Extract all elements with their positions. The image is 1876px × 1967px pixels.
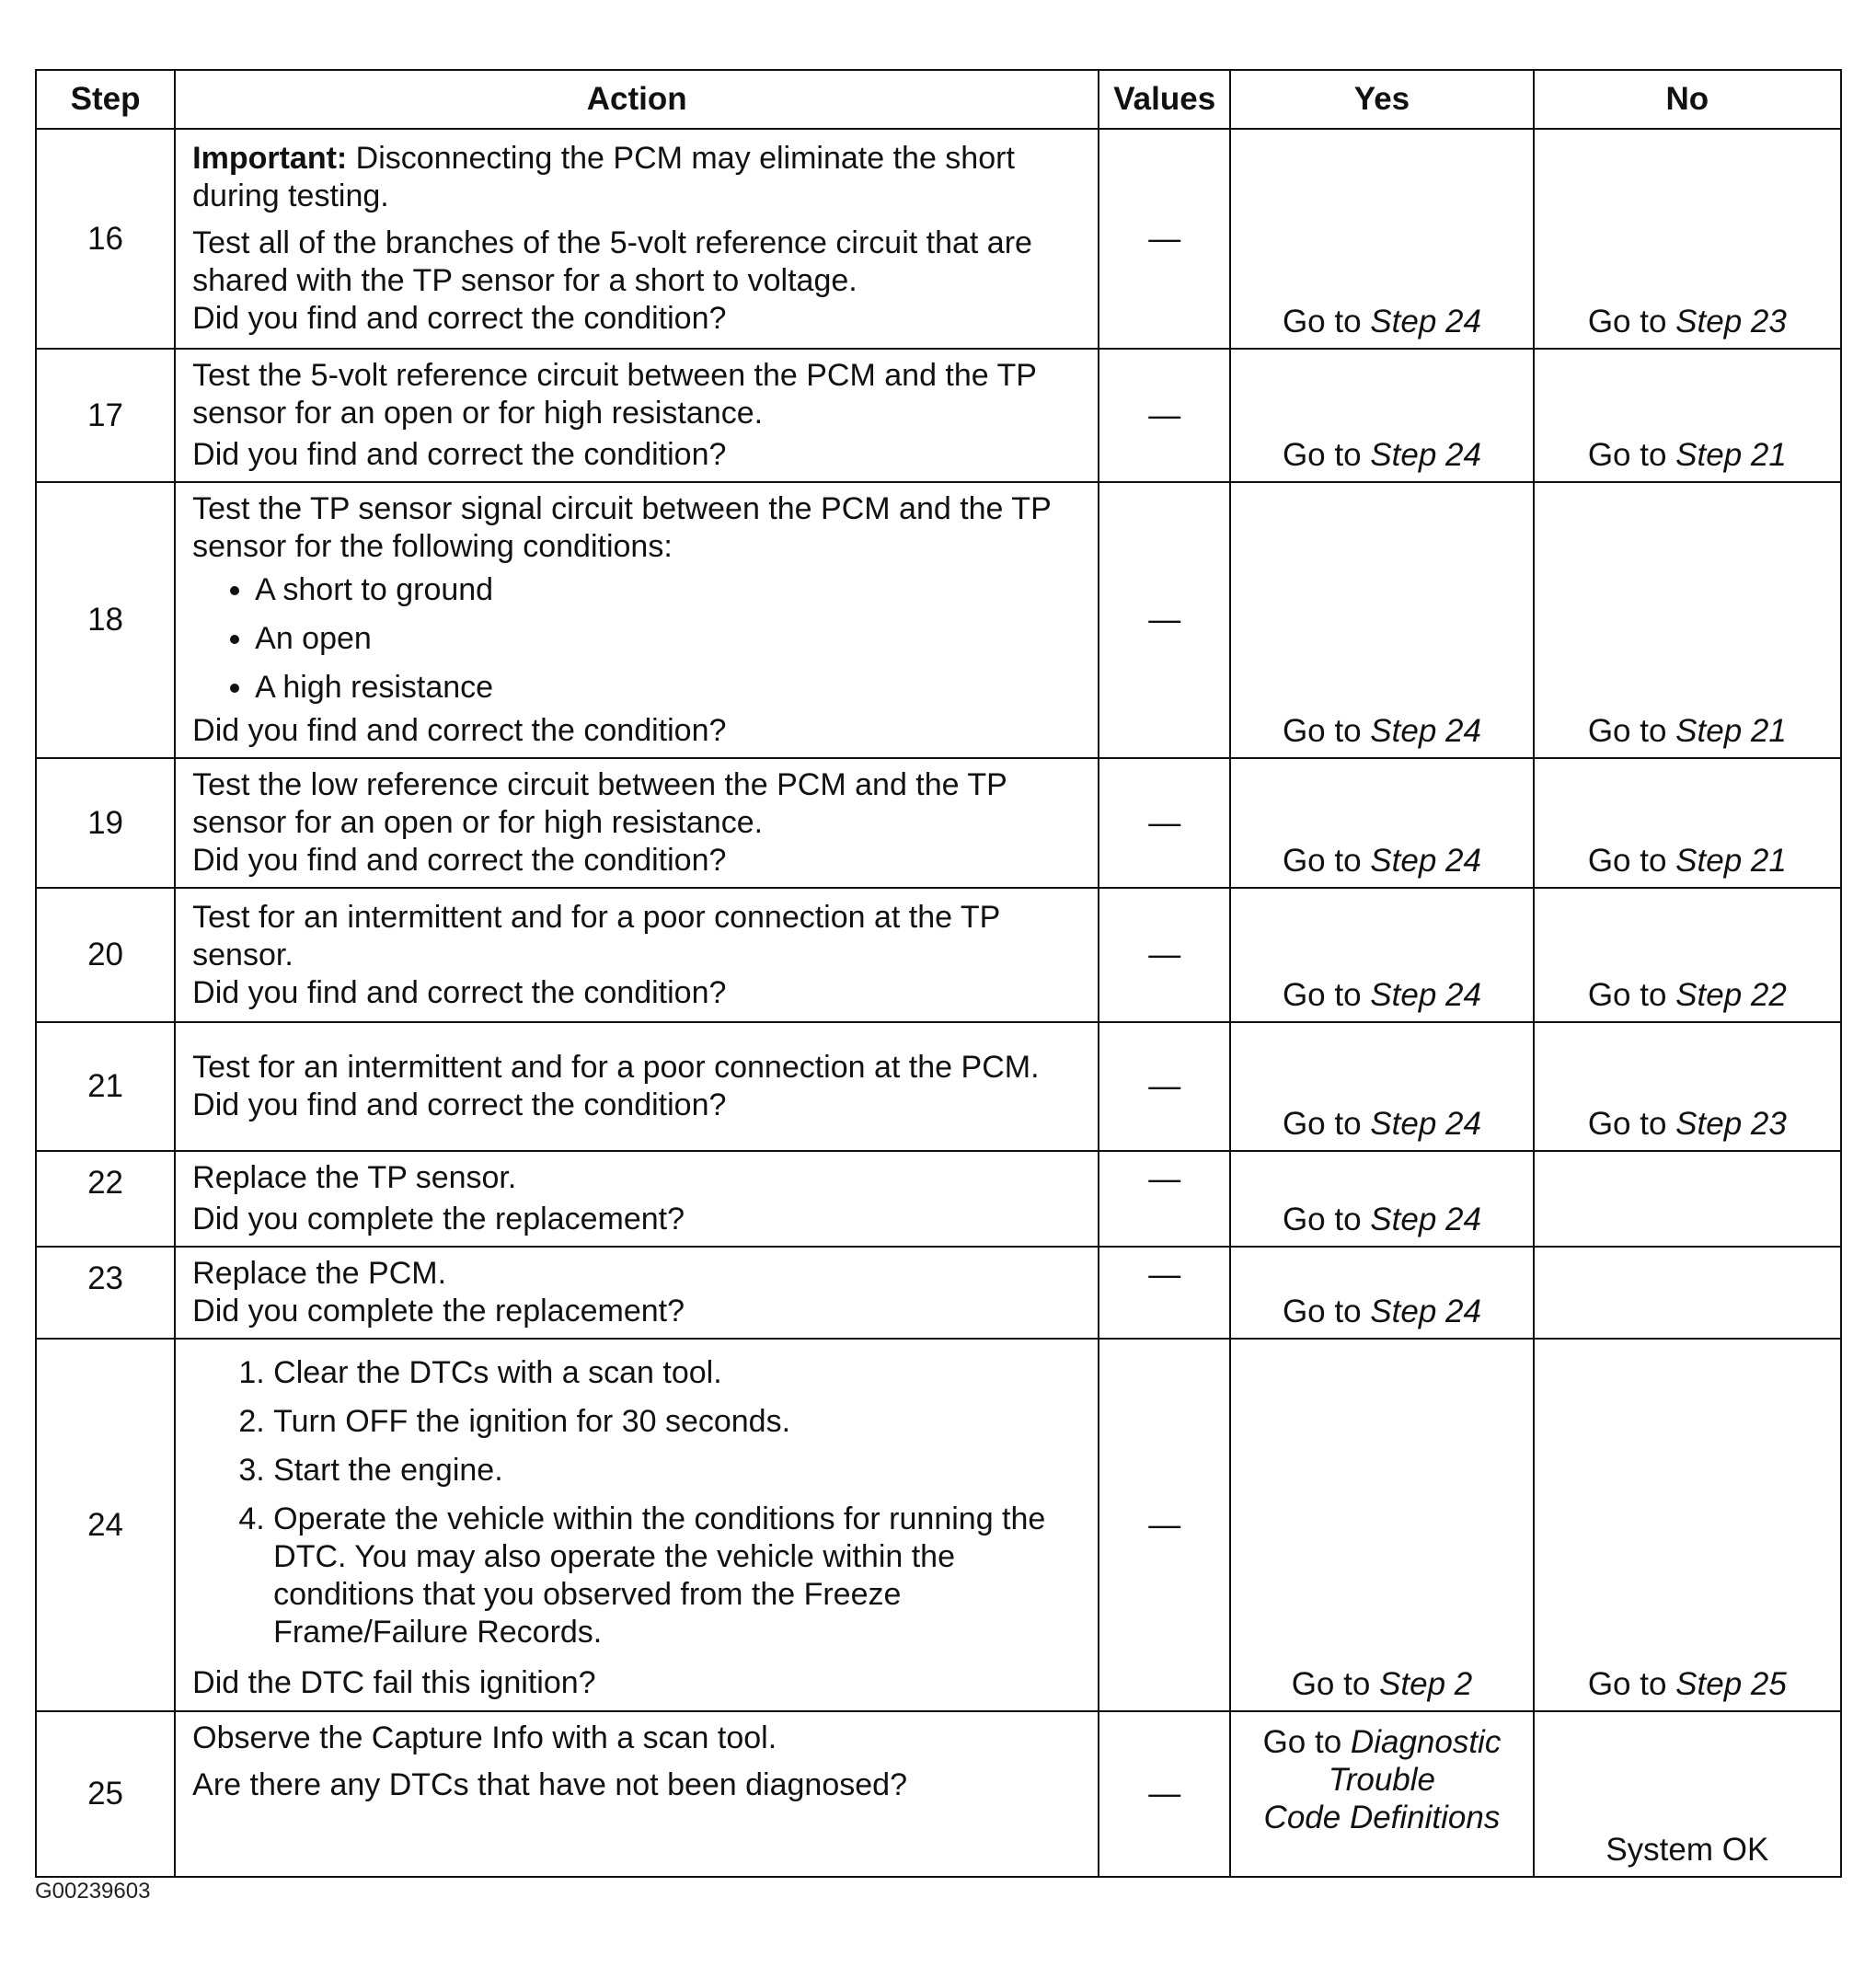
action-text: Test for an intermittent and for a poor connection at the PCM. <box>192 1050 1040 1085</box>
important-label: Important: <box>192 141 348 176</box>
goto-text: Go to <box>1282 713 1362 749</box>
header-action: Action <box>175 70 1099 129</box>
table-row-21 <box>36 1022 1841 1151</box>
step-number: 18 <box>36 482 175 758</box>
action-question: Did you find and correct the condition? <box>192 843 727 878</box>
goto-text: Go to <box>1587 437 1667 473</box>
action-cell <box>175 349 1099 482</box>
no-step-ref: Step 21 <box>1675 843 1787 879</box>
action-cell <box>175 1711 1099 1877</box>
action-question: Did you find and correct the condition? <box>192 974 727 1010</box>
yes-step-ref: Diagnostic <box>1350 1724 1502 1760</box>
yes-step-ref: Step 24 <box>1370 304 1481 339</box>
yes-cell <box>1230 482 1533 758</box>
yes-cell <box>1230 758 1533 888</box>
yes-line <box>1231 1761 1532 1799</box>
figure-id: G00239603 <box>35 1879 151 1904</box>
action-question: Did you find and correct the condition? <box>192 713 727 748</box>
yes-cell <box>1230 1022 1533 1151</box>
goto-text: Go to <box>1282 843 1362 879</box>
table-row-24 <box>36 1339 1841 1711</box>
no-cell <box>1534 1247 1841 1339</box>
action-text: Test for an intermittent and for a poor connection at the TP sensor. <box>192 899 1000 972</box>
goto-text: Go to <box>1587 713 1667 749</box>
yes-step-ref: Trouble <box>1328 1762 1435 1798</box>
goto-text: Go to <box>1282 977 1362 1013</box>
no-cell <box>1534 1151 1841 1247</box>
action-cell <box>175 1022 1099 1151</box>
goto-text: Go to <box>1282 304 1362 339</box>
yes-cell <box>1230 1339 1533 1711</box>
goto-text: Go to <box>1291 1666 1371 1702</box>
yes-step-ref: Step 24 <box>1370 1106 1481 1142</box>
no-step-ref: Step 23 <box>1675 304 1787 339</box>
values-cell: — <box>1099 349 1230 482</box>
step-number: 22 <box>36 1151 175 1247</box>
table-row-22 <box>36 1151 1841 1247</box>
goto-text: Go to <box>1587 1106 1667 1142</box>
header-values: Values <box>1099 70 1230 129</box>
system-ok-text: System OK <box>1606 1832 1769 1868</box>
important-note <box>192 140 1085 215</box>
yes-step-ref: Step 2 <box>1379 1666 1473 1702</box>
no-step-ref: Step 23 <box>1675 1106 1787 1142</box>
action-cell <box>175 1151 1099 1247</box>
list-item: • An open <box>255 620 1085 658</box>
yes-step-ref: Step 24 <box>1370 1294 1481 1329</box>
list-item: • A high resistance <box>255 669 1085 707</box>
action-cell <box>175 482 1099 758</box>
table-row-23 <box>36 1247 1841 1339</box>
action-question: Did you find and correct the condition? <box>192 437 727 472</box>
goto-text: Go to <box>1587 843 1667 879</box>
step-number: 23 <box>36 1247 175 1339</box>
goto-text: Go to <box>1262 1724 1342 1760</box>
action-text: Test the 5-volt reference circuit between the PCM and the TP sensor for an open or for high resistance. <box>192 358 1037 431</box>
values-cell: — <box>1099 1711 1230 1877</box>
condition-list <box>192 571 1085 707</box>
action-question: Did you find and correct the condition? <box>192 301 727 336</box>
action-question: Are there any DTCs that have not been diagnosed? <box>192 1767 907 1802</box>
values-cell: — <box>1099 1247 1230 1339</box>
action-cell <box>175 129 1099 349</box>
yes-cell <box>1230 888 1533 1022</box>
list-item: 2. Turn OFF the ignition for 30 seconds. <box>273 1403 1085 1441</box>
action-text: Replace the TP sensor. <box>192 1160 517 1195</box>
step-number: 16 <box>36 129 175 349</box>
no-step-ref: Step 22 <box>1675 977 1787 1013</box>
step-number: 25 <box>36 1711 175 1877</box>
yes-line <box>1231 1723 1532 1761</box>
header-yes: Yes <box>1230 70 1533 129</box>
step-number: 19 <box>36 758 175 888</box>
yes-cell <box>1230 129 1533 349</box>
yes-step-ref: Step 24 <box>1370 1202 1481 1237</box>
yes-line <box>1231 1799 1532 1836</box>
yes-cell <box>1230 349 1533 482</box>
values-cell: — <box>1099 1339 1230 1711</box>
action-cell <box>175 1247 1099 1339</box>
header-step: Step <box>36 70 175 129</box>
yes-step-ref: Step 24 <box>1370 713 1481 749</box>
action-cell <box>175 888 1099 1022</box>
table-row-20 <box>36 888 1841 1022</box>
action-cell <box>175 758 1099 888</box>
action-text: Observe the Capture Info with a scan tool. <box>192 1720 777 1755</box>
values-cell: — <box>1099 1022 1230 1151</box>
goto-text: Go to <box>1587 304 1667 339</box>
action-cell <box>175 1339 1099 1711</box>
values-cell: — <box>1099 758 1230 888</box>
no-cell <box>1534 1711 1841 1877</box>
action-question: Did you complete the replacement? <box>192 1294 685 1329</box>
table-row-18 <box>36 482 1841 758</box>
goto-text: Go to <box>1282 1106 1362 1142</box>
yes-cell <box>1230 1247 1533 1339</box>
no-cell <box>1534 758 1841 888</box>
goto-text: Go to <box>1587 1666 1667 1702</box>
yes-step-ref: Step 24 <box>1370 437 1481 473</box>
action-text: Replace the PCM. <box>192 1256 447 1291</box>
action-question: Did the DTC fail this ignition? <box>192 1664 596 1700</box>
no-cell <box>1534 349 1841 482</box>
no-step-ref: Step 21 <box>1675 437 1787 473</box>
table-header-row <box>36 70 1841 129</box>
action-text: Test all of the branches of the 5-volt reference circuit that are shared with the TP sensor for a short to voltage. <box>192 225 1032 298</box>
no-step-ref: Step 25 <box>1675 1666 1787 1702</box>
important-text: Disconnecting the PCM may eliminate the short during testing. <box>192 141 1015 213</box>
no-cell <box>1534 482 1841 758</box>
action-text: Test the TP sensor signal circuit between the PCM and the TP sensor for the following conditions: <box>192 491 1052 564</box>
step-number: 24 <box>36 1339 175 1711</box>
list-item: • A short to ground <box>255 571 1085 609</box>
list-item: 4. Operate the vehicle within the conditions for running the DTC. You may also operate the vehicle within the conditions that you observed from the Freeze Frame/Failure Records. <box>273 1501 1085 1651</box>
yes-cell <box>1230 1151 1533 1247</box>
no-cell <box>1534 888 1841 1022</box>
list-item: 3. Start the engine. <box>273 1452 1085 1490</box>
table-row-19 <box>36 758 1841 888</box>
diagnostic-table <box>35 69 1842 1878</box>
table-row-17 <box>36 349 1841 482</box>
goto-text: Go to <box>1587 977 1667 1013</box>
header-no: No <box>1534 70 1841 129</box>
step-number: 17 <box>36 349 175 482</box>
table-row-16 <box>36 129 1841 349</box>
no-cell <box>1534 1339 1841 1711</box>
values-cell: — <box>1099 888 1230 1022</box>
no-step-ref: Step 21 <box>1675 713 1787 749</box>
values-cell: — <box>1099 1151 1230 1247</box>
table-row-25 <box>36 1711 1841 1877</box>
action-text: Test the low reference circuit between the PCM and the TP sensor for an open or for high resistance. <box>192 767 1007 840</box>
no-cell <box>1534 1022 1841 1151</box>
goto-text: Go to <box>1282 437 1362 473</box>
goto-text: Go to <box>1282 1294 1362 1329</box>
list-item: 1. Clear the DTCs with a scan tool. <box>273 1354 1085 1392</box>
step-number: 20 <box>36 888 175 1022</box>
values-cell: — <box>1099 129 1230 349</box>
step-number: 21 <box>36 1022 175 1151</box>
action-question: Did you find and correct the condition? <box>192 1087 727 1122</box>
yes-cell <box>1230 1711 1533 1877</box>
procedure-list <box>192 1354 1085 1651</box>
goto-text: Go to <box>1282 1202 1362 1237</box>
yes-step-ref: Code Definitions <box>1263 1800 1501 1835</box>
yes-step-ref: Step 24 <box>1370 977 1481 1013</box>
no-cell <box>1534 129 1841 349</box>
values-cell: — <box>1099 482 1230 758</box>
action-question: Did you complete the replacement? <box>192 1202 685 1237</box>
yes-step-ref: Step 24 <box>1370 843 1481 879</box>
